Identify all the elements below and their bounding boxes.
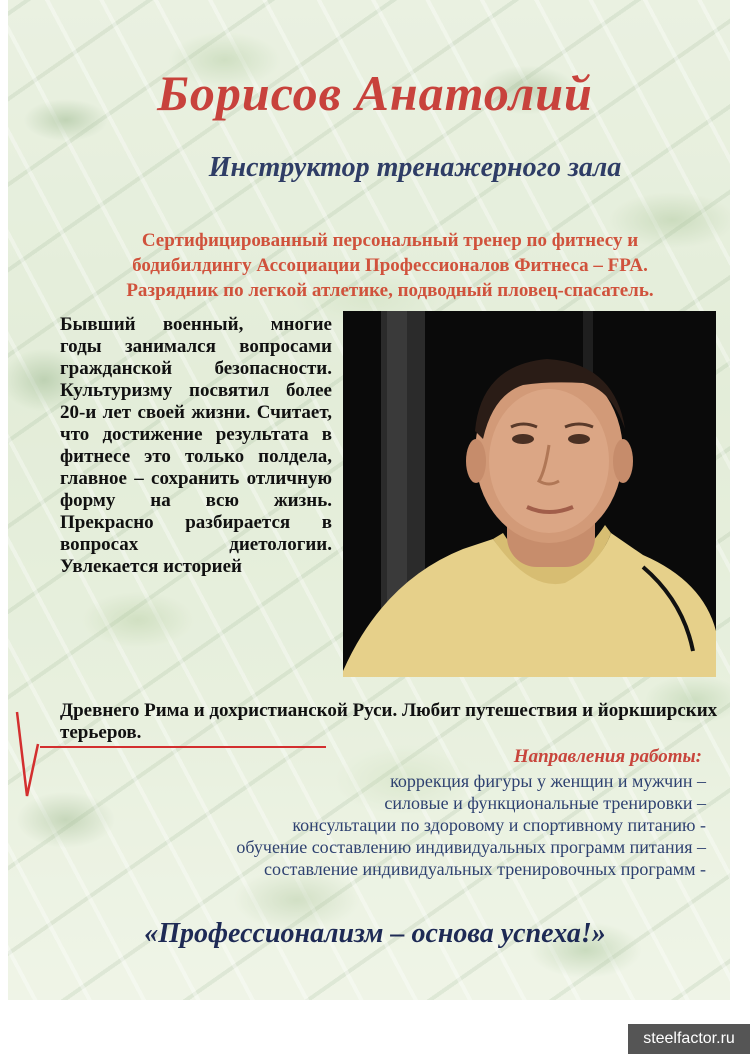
portrait-photo (343, 311, 716, 677)
portrait-photo-icon (343, 311, 716, 677)
directions-list (66, 770, 706, 880)
direction-item: составление индивидуальных тренировочных программ - (264, 859, 706, 879)
checkmark-icon (14, 704, 42, 804)
direction-item: консультации по здоровому и спортивному питанию - (292, 815, 706, 835)
page-subtitle: Инструктор тренажерного зала (208, 152, 622, 183)
bio-text: Бывший военный, многие годы занимался вопросами гражданской безопасности. Культуризму посвятил более 20-и лет своей жизни. Считает, что достижение результата в фитнесе это только полдела, главное – сохранить отличную форму на всю жизнь. Прекрасно разбирается в вопросах диетологии. Увлекается историей (60, 314, 332, 577)
direction-item: силовые и функциональные тренировки – (384, 793, 706, 813)
bio-text-continued: Древнего Рима и дохристианской Руси. Любит путешествия и йоркширских терьеров. (60, 700, 718, 743)
red-underline-mark (40, 746, 326, 748)
site-watermark: steelfactor.ru (628, 1024, 750, 1054)
certification-block (40, 228, 740, 303)
certification-line: Сертифицированный персональный тренер по фитнесу и (141, 230, 639, 251)
certification-line: бодибилдингу Ассоциации Профессионалов Фитнеса – FPA. (132, 255, 648, 276)
direction-item: обучение составлению индивидуальных программ питания – (236, 837, 706, 857)
slogan: «Профессионализм – основа успеха!» (144, 918, 606, 949)
directions-heading: Направления работы: (513, 746, 702, 767)
direction-item: коррекция фигуры у женщин и мужчин – (390, 771, 706, 791)
certification-line: Разрядник по легкой атлетике, подводный пловец-спасатель. (126, 280, 654, 301)
page-title: Борисов Анатолий (157, 65, 593, 121)
